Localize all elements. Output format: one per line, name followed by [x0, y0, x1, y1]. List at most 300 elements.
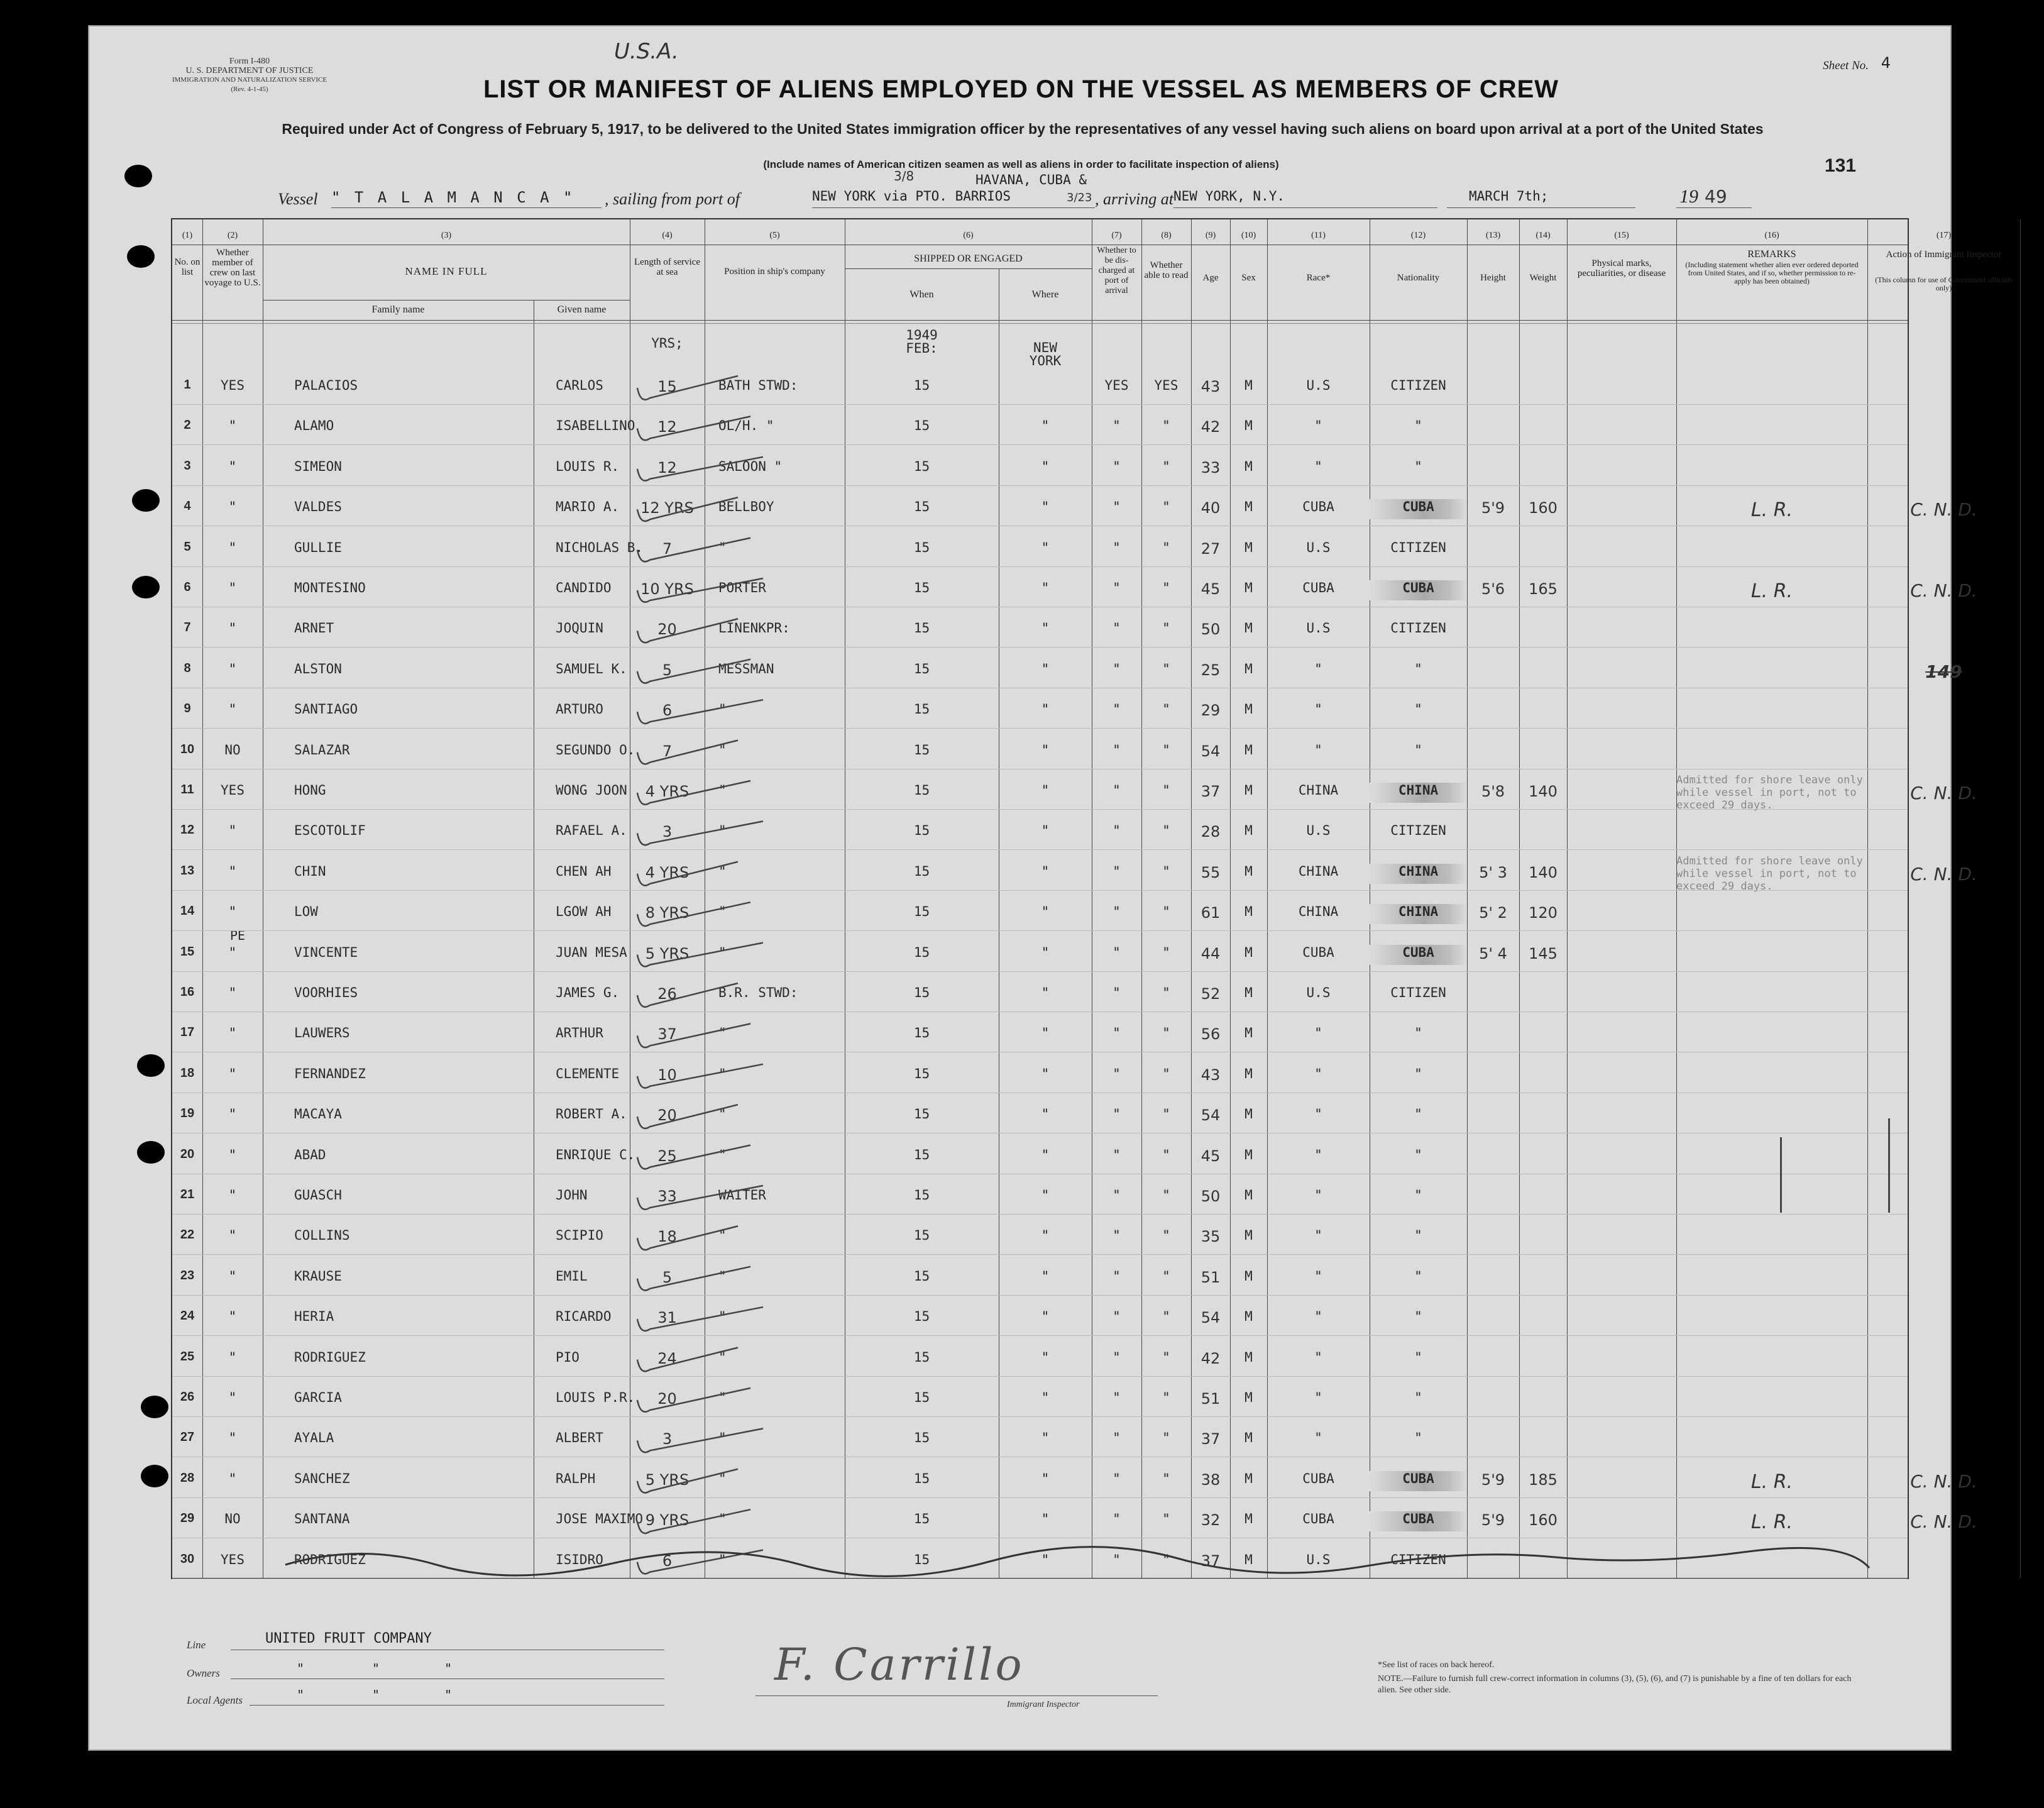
header-sex: Sex — [1241, 273, 1256, 283]
cell-sex: M — [1245, 985, 1253, 1000]
cell-read: " — [1162, 985, 1170, 1000]
cell-nat: CUBA — [1370, 945, 1467, 965]
cell-service: 12 — [657, 458, 677, 477]
cell-nat: " — [1414, 1188, 1422, 1203]
tick-mark — [637, 1509, 750, 1533]
cell-service: 3 — [662, 823, 673, 841]
cell-action: C. N. D. — [1910, 1470, 1977, 1492]
cell-family: KRAUSE — [294, 1268, 342, 1284]
cell-when: 15 — [913, 539, 930, 555]
cell-position: " — [718, 1025, 727, 1041]
cell-age: 40 — [1201, 499, 1221, 517]
cell-service: 3 — [662, 1430, 673, 1448]
cell-given: ARTHUR — [556, 1025, 603, 1041]
cell-age: 28 — [1201, 823, 1221, 841]
cell-age: 37 — [1201, 1552, 1221, 1570]
page-number: 131 — [1824, 155, 1856, 176]
cell-sex: M — [1245, 702, 1253, 717]
cell-sex: M — [1245, 1309, 1253, 1325]
cell-race: " — [1314, 742, 1322, 758]
cell-position: " — [718, 1147, 727, 1162]
cell-when: 15 — [913, 458, 930, 474]
cell-read: " — [1162, 1470, 1170, 1486]
cell-height: 5'9 — [1481, 1511, 1505, 1530]
cell-sex: M — [1245, 1390, 1253, 1405]
sailing-date-note: 3/8 — [894, 168, 915, 184]
cell-prev: " — [228, 661, 237, 676]
penalty-note: NOTE.—Failure to furnish full crew-correct information in columns (3), (5), (6), and (7) is punishable by a fine of ten dollars for each alien. See other side. — [1378, 1674, 1852, 1695]
cell-service: 7 — [662, 539, 673, 558]
cell-weight: 185 — [1529, 1470, 1558, 1489]
cell-read: " — [1162, 742, 1170, 758]
cell-given: LGOW AH — [556, 904, 612, 920]
cell-nat: CITIZEN — [1390, 985, 1446, 1000]
cell-family: VINCENTE — [294, 944, 358, 960]
cell-age: 32 — [1201, 1511, 1221, 1530]
cell-position: OL/H. " — [718, 418, 774, 434]
sailing-port-top: HAVANA, CUBA & — [975, 172, 1087, 187]
cell-read: " — [1162, 904, 1170, 920]
cell-age: 54 — [1201, 742, 1221, 760]
cell-given: SCIPIO — [556, 1228, 603, 1243]
cell-race: CUBA — [1302, 1511, 1334, 1527]
tick-mark — [637, 497, 738, 521]
punch-hole — [137, 1141, 165, 1164]
cell-disch: " — [1113, 1025, 1121, 1041]
cell-prev: " — [228, 458, 237, 474]
punch-hole — [132, 576, 160, 598]
cell-given: RAFAEL A. — [556, 823, 627, 839]
cell-position: " — [718, 702, 727, 717]
cell-position: " — [718, 1470, 727, 1486]
owners-ditto: " — [372, 1661, 380, 1676]
cell-where: " — [1041, 783, 1050, 798]
cell-age: 54 — [1201, 1309, 1221, 1327]
cell-disch: " — [1113, 1309, 1121, 1325]
cell-when: 15 — [913, 1147, 930, 1162]
cell-no: 17 — [180, 1025, 195, 1040]
cell-sex: M — [1245, 661, 1253, 676]
cell-prev: NO — [224, 1511, 241, 1527]
cell-read: " — [1162, 863, 1170, 879]
owners-ditto: " — [297, 1661, 305, 1676]
crew-table — [171, 218, 2013, 1579]
tick-mark — [637, 700, 763, 724]
tick-mark — [637, 943, 763, 967]
cell-service: 8 YRS — [645, 904, 690, 922]
cell-disch: " — [1113, 1066, 1121, 1081]
cell-read: " — [1162, 458, 1170, 474]
cell-where: " — [1041, 418, 1050, 434]
owners-ditto: " — [444, 1661, 453, 1676]
vessel-label: Vessel — [278, 190, 318, 208]
cell-no: 3 — [184, 458, 191, 473]
cell-read: " — [1162, 620, 1170, 636]
header-action-note: (This column for use of Government officials only) — [1875, 275, 2013, 292]
cell-disch: " — [1113, 904, 1121, 920]
cell-age: 56 — [1201, 1025, 1221, 1044]
cell-family: COLLINS — [294, 1228, 350, 1243]
sheet-number: 4 — [1881, 54, 1891, 72]
cell-position: B.R. STWD: — [718, 985, 798, 1000]
col-num: (10) — [1241, 231, 1256, 240]
cell-nat: " — [1414, 418, 1422, 434]
cell-height: 5' 3 — [1479, 863, 1507, 881]
cell-service: 5 YRS — [645, 944, 690, 962]
cell-when: 15 — [913, 904, 930, 920]
cell-family: FERNANDEZ — [294, 1066, 366, 1081]
cell-no: 29 — [180, 1511, 195, 1526]
col-num: (17) — [1936, 231, 1952, 240]
cell-service: 10 — [657, 1066, 677, 1084]
cell-family: HERIA — [294, 1309, 334, 1325]
cell-given: JOQUIN — [556, 620, 603, 636]
cell-service: 4 YRS — [645, 863, 690, 881]
cell-given: CARLOS — [556, 378, 603, 393]
cell-race: " — [1314, 1025, 1322, 1041]
cell-no: 11 — [180, 783, 194, 797]
cell-nat: CUBA — [1370, 499, 1467, 519]
cell-disch: " — [1113, 863, 1121, 879]
col-num: (11) — [1311, 231, 1326, 240]
cell-weight: 120 — [1529, 904, 1558, 922]
cell-service: 12 YRS — [640, 499, 694, 517]
cell-prev: " — [228, 944, 237, 960]
header-member-of-crew: Whether member of crew on last voyage to U.S. — [204, 248, 261, 288]
cell-no: 7 — [184, 620, 191, 635]
cell-sex: M — [1245, 823, 1253, 839]
cell-service: 15 — [657, 378, 677, 395]
cell-disch: " — [1113, 1552, 1121, 1567]
cell-race: " — [1314, 1349, 1322, 1365]
inspector-signature: F. Carrillo — [774, 1639, 1025, 1690]
cell-nat: CITIZEN — [1390, 539, 1446, 555]
cell-nat: CHINA — [1370, 904, 1467, 924]
cell-age: 29 — [1201, 702, 1221, 720]
cell-sex: M — [1245, 1228, 1253, 1243]
cell-read: " — [1162, 580, 1170, 595]
cell-where: " — [1041, 1511, 1050, 1527]
cell-no: 21 — [180, 1188, 195, 1201]
cell-nat: " — [1414, 1309, 1422, 1325]
cell-race: " — [1314, 1309, 1322, 1325]
cell-prev: " — [228, 904, 237, 920]
sailing-label: , sailing from port of — [605, 190, 740, 208]
tick-mark — [637, 741, 738, 764]
cell-where: " — [1041, 1309, 1050, 1325]
cell-where: " — [1041, 458, 1050, 474]
col-num: (8) — [1161, 231, 1172, 240]
cell-sex: M — [1245, 499, 1253, 515]
cell-service: 5 — [662, 1268, 673, 1286]
cell-family: VALDES — [294, 499, 342, 515]
col-num: (13) — [1485, 231, 1501, 240]
cell-position: " — [718, 1552, 727, 1567]
cell-family: GUASCH — [294, 1188, 342, 1203]
cell-nat: " — [1414, 1147, 1422, 1162]
cell-position: " — [718, 1268, 727, 1284]
cell-sex: M — [1245, 1430, 1253, 1446]
cell-service: 24 — [657, 1349, 677, 1367]
cell-race: CUBA — [1302, 580, 1334, 595]
cell-no: 2 — [184, 418, 191, 433]
cell-prev: YES — [221, 1552, 245, 1567]
cell-disch: " — [1113, 1268, 1121, 1284]
cell-prev: NO — [224, 742, 241, 758]
cell-given: CANDIDO — [556, 580, 612, 595]
cell-service: 6 — [662, 1552, 673, 1570]
cell-disch: YES — [1104, 378, 1129, 393]
cell-race: " — [1314, 1390, 1322, 1405]
cell-disch: " — [1113, 1349, 1121, 1365]
cell-prev: " — [228, 702, 237, 717]
cell-sex: M — [1245, 1552, 1253, 1567]
cell-height: 5'9 — [1481, 1470, 1505, 1489]
cell-no: 25 — [180, 1349, 195, 1364]
punch-hole — [137, 1054, 165, 1077]
cell-no: 4 — [184, 499, 191, 514]
cell-action: C. N. D. — [1910, 580, 1977, 601]
cell-sex: M — [1245, 1147, 1253, 1162]
cell-given: RICARDO — [556, 1309, 612, 1325]
cell-read: " — [1162, 783, 1170, 798]
cell-race: " — [1314, 1268, 1322, 1284]
cell-nat: " — [1414, 1349, 1422, 1365]
cell-remarks: L. R. — [1750, 1470, 1793, 1493]
cell-where: " — [1041, 1147, 1050, 1162]
cell-service: 18 — [657, 1228, 677, 1246]
header-height: Height — [1480, 273, 1506, 283]
cell-position: " — [718, 742, 727, 758]
cell-nat: " — [1414, 458, 1422, 474]
where-top: NEW — [1033, 340, 1057, 355]
cell-given: NICHOLAS B. — [556, 539, 644, 555]
cell-when: 15 — [913, 580, 930, 595]
cell-race: CHINA — [1298, 863, 1339, 879]
tick-mark — [637, 902, 750, 926]
cell-when: 15 — [913, 1511, 930, 1527]
cell-no: 12 — [180, 823, 195, 837]
tick-mark — [637, 781, 750, 805]
cell-service: 7 — [662, 742, 673, 760]
cell-race: U.S — [1306, 620, 1331, 636]
cell-nat: CUBA — [1370, 580, 1467, 600]
cell-service: 5 — [662, 661, 673, 679]
cell-action: C. N. D. — [1910, 499, 1977, 521]
cell-age: 50 — [1201, 1188, 1221, 1205]
cell-read: " — [1162, 1228, 1170, 1243]
cell-nat: " — [1414, 1268, 1422, 1284]
arriving-label: , arriving at — [1095, 190, 1173, 208]
header-position: Position in ship's company — [724, 267, 825, 277]
cell-where: " — [1041, 1188, 1050, 1203]
cell-prev: " — [228, 1309, 237, 1325]
cell-age: 33 — [1201, 458, 1221, 477]
cell-when: 15 — [913, 1025, 930, 1041]
cell-given: SEGUNDO O. — [556, 742, 635, 758]
cell-height: 5' 4 — [1479, 944, 1507, 962]
sailing-port: NEW YORK via PTO. BARRIOS — [812, 189, 1011, 204]
cell-position: " — [718, 904, 727, 920]
cell-position: BELLBOY — [718, 499, 774, 515]
cell-given: EMIL — [556, 1268, 588, 1284]
cell-service: 20 — [657, 1106, 677, 1125]
col-num: (5) — [769, 231, 780, 240]
cell-position: MESSMAN — [718, 661, 774, 676]
cell-when: 15 — [913, 944, 930, 960]
cell-where: " — [1041, 1349, 1050, 1365]
tick-mark — [637, 1145, 750, 1169]
cell-age: 38 — [1201, 1470, 1221, 1489]
cell-read: " — [1162, 1349, 1170, 1365]
agents-label: Local Agents — [187, 1694, 243, 1706]
agents-ditto: " — [444, 1687, 453, 1702]
cell-disch: " — [1113, 1511, 1121, 1527]
cell-family: PALACIOS — [294, 378, 358, 393]
cell-nat: " — [1414, 1066, 1422, 1081]
cell-no: 26 — [180, 1390, 195, 1404]
agents-ditto: " — [372, 1687, 380, 1702]
cell-weight: 140 — [1529, 863, 1558, 881]
year-engaged: 1949 — [906, 328, 938, 343]
cell-family: VOORHIES — [294, 985, 358, 1000]
cell-position: BATH STWD: — [718, 378, 798, 393]
cell-sex: M — [1245, 1066, 1253, 1081]
page-title: LIST OR MANIFEST OF ALIENS EMPLOYED ON THE VESSEL AS MEMBERS OF CREW — [483, 75, 1559, 103]
cell-when: 15 — [913, 742, 930, 758]
cell-sex: M — [1245, 458, 1253, 474]
cell-position: SALOON " — [718, 458, 783, 474]
cell-when: 15 — [913, 661, 930, 676]
cell-family: SANTANA — [294, 1511, 350, 1527]
cell-age: 45 — [1201, 580, 1221, 598]
cell-age: 44 — [1201, 944, 1221, 962]
cell-remarks: Admitted for shore leave only while vessel in port, not to exceed 29 days. — [1676, 854, 1863, 893]
cell-when: 15 — [913, 702, 930, 717]
col-num: (12) — [1410, 231, 1426, 240]
cell-race: " — [1314, 1228, 1322, 1243]
vessel-name: " T A L A M A N C A " — [331, 189, 575, 206]
cell-race: CHINA — [1298, 783, 1339, 798]
tick-mark — [637, 416, 750, 440]
cell-given: WONG JOON — [556, 783, 627, 798]
header-remarks: REMARKS — [1747, 249, 1796, 260]
cell-race: " — [1314, 661, 1322, 676]
header-physical-marks: Physical marks, peculiarities, or disease — [1577, 258, 1666, 278]
tick-mark — [637, 1064, 763, 1088]
cell-where: " — [1041, 539, 1050, 555]
cell-no: 18 — [180, 1066, 195, 1080]
cell-where: " — [1041, 580, 1050, 595]
cell-nat: CITIZEN — [1390, 378, 1446, 393]
cell-when: 15 — [913, 1430, 930, 1446]
cell-service: 25 — [657, 1147, 677, 1165]
cell-position: " — [718, 1228, 727, 1243]
cell-disch: " — [1113, 499, 1121, 515]
cell-age: 54 — [1201, 1106, 1221, 1125]
cell-disch: " — [1113, 1470, 1121, 1486]
tick-mark — [637, 578, 763, 602]
cell-where: " — [1041, 1228, 1050, 1243]
cell-when: 15 — [913, 1066, 930, 1081]
include-note: (Include names of American citizen seamen as well as aliens in order to facilitate inspection of aliens) — [763, 158, 1279, 170]
cell-position: " — [718, 783, 727, 798]
cell-prev: " — [228, 1390, 237, 1405]
cell-race: CUBA — [1302, 944, 1334, 960]
tick-mark — [637, 1307, 763, 1331]
header-where: Where — [1031, 289, 1059, 300]
cell-sex: M — [1245, 944, 1253, 960]
where-bottom: YORK — [1029, 353, 1062, 368]
cell-position: PORTER — [718, 580, 766, 595]
cell-read: " — [1162, 1106, 1170, 1122]
tick-mark — [637, 821, 763, 845]
cell-when: 15 — [913, 1470, 930, 1486]
header-discharged: Whether to be dis-charged at port of arrival — [1097, 246, 1136, 295]
cell-where: " — [1041, 1470, 1050, 1486]
cell-prev: " — [228, 823, 237, 839]
cell-where: " — [1041, 1390, 1050, 1405]
cell-family: MONTESINO — [294, 580, 366, 595]
year-prefix: 19 — [1679, 186, 1698, 207]
cell-when: 15 — [913, 1106, 930, 1122]
cell-disch: " — [1113, 580, 1121, 595]
header-shipped-engaged: SHIPPED OR ENGAGED — [914, 253, 1023, 264]
header-action: Action of Immigrant Inspector — [1886, 250, 2002, 260]
cell-nat: " — [1414, 702, 1422, 717]
cell-when: 15 — [913, 863, 930, 879]
cell-weight: 160 — [1529, 499, 1558, 517]
cell-family: MACAYA — [294, 1106, 342, 1122]
header-when: When — [909, 289, 934, 300]
cell-when: 15 — [913, 499, 930, 515]
cell-race: U.S — [1306, 823, 1331, 839]
cell-where: " — [1041, 702, 1050, 717]
cell-no: 10 — [180, 742, 195, 756]
row-10-note: PE — [230, 928, 246, 943]
cell-nat: " — [1414, 1025, 1422, 1041]
cell-disch: " — [1113, 458, 1121, 474]
cell-no: 13 — [180, 863, 195, 878]
cell-read: " — [1162, 539, 1170, 555]
punch-hole — [124, 165, 152, 187]
cell-disch: " — [1113, 1390, 1121, 1405]
cell-nat: " — [1414, 742, 1422, 758]
cell-remarks: Admitted for shore leave only while vessel in port, not to exceed 29 days. — [1676, 774, 1863, 812]
agents-ditto: " — [297, 1687, 305, 1702]
cell-disch: " — [1113, 539, 1121, 555]
form-line: U. S. DEPARTMENT OF JUSTICE — [185, 66, 314, 75]
cell-no: 22 — [180, 1228, 195, 1242]
cell-service: 6 — [662, 702, 673, 720]
cell-remarks: L. R. — [1750, 499, 1793, 522]
cell-service: 31 — [657, 1309, 677, 1327]
header-no-on-list: No. on list — [174, 257, 201, 277]
handwritten-usa: U.S.A. — [614, 39, 679, 64]
cell-given: PIO — [556, 1349, 580, 1365]
cell-family: ESCOTOLIF — [294, 823, 366, 839]
cell-action: 149 — [1925, 661, 1962, 682]
cell-family: LAUWERS — [294, 1025, 350, 1041]
cell-age: 27 — [1201, 539, 1221, 558]
cell-given: MARIO A. — [556, 499, 620, 515]
cell-nat: CUBA — [1370, 1511, 1467, 1531]
cell-disch: " — [1113, 783, 1121, 798]
cell-disch: " — [1113, 1188, 1121, 1203]
cell-age: 61 — [1201, 904, 1221, 922]
cell-where: " — [1041, 1268, 1050, 1284]
cell-read: " — [1162, 499, 1170, 515]
